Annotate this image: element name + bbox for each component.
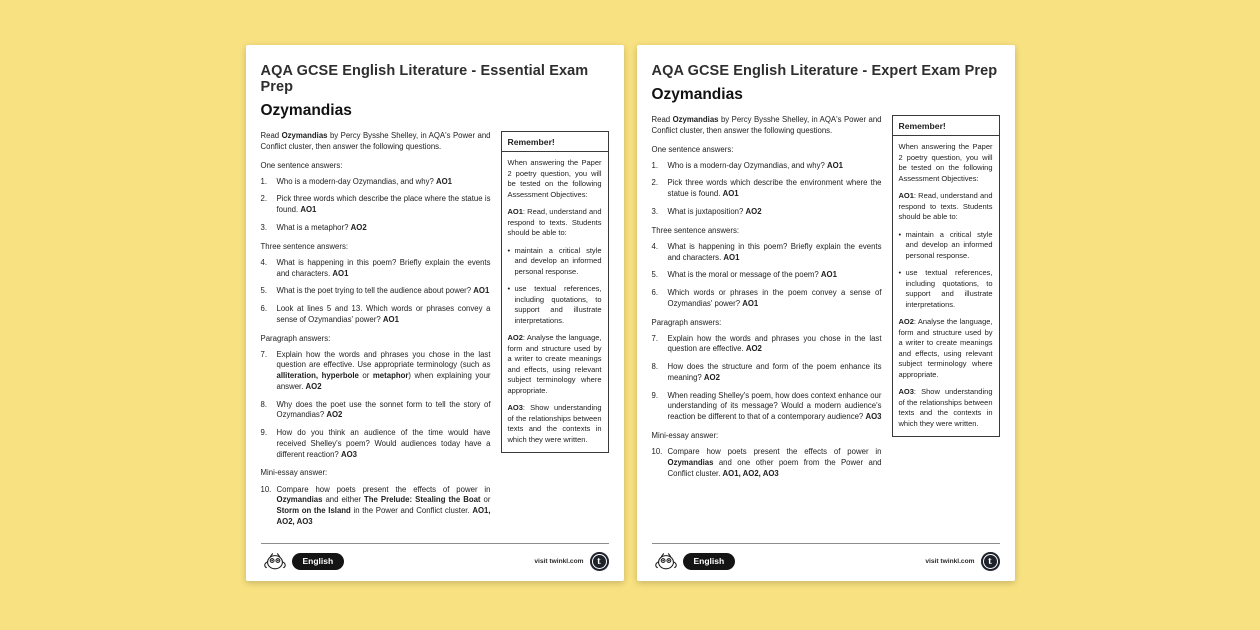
assessment-objective-tag: AO3 bbox=[865, 412, 882, 422]
question-item bbox=[261, 428, 491, 460]
question-number: 7. bbox=[260, 349, 268, 359]
assessment-objective-tag: AO1 bbox=[722, 189, 739, 199]
page-title: AQA GCSE English Literature - Expert Exam Prep bbox=[651, 63, 998, 79]
remember-box bbox=[892, 115, 1000, 437]
remember-bullet-text: use textual references, including quotations, to support and illustrate interpretations. bbox=[905, 268, 993, 309]
sheet-footer bbox=[261, 543, 609, 571]
assessment-objective-tag: AO2 bbox=[703, 372, 720, 382]
subject-badge: English bbox=[683, 553, 736, 570]
twinkl-brand bbox=[261, 551, 345, 571]
question-number: 10. bbox=[651, 447, 663, 456]
question-text: How do you think an audience of the time would have received Shelley's poem? Would audiences today have a different reaction? AO3 bbox=[276, 428, 491, 459]
assessment-objective-tag: AO2 bbox=[745, 344, 762, 354]
question-item bbox=[652, 391, 882, 423]
remember-paragraph: AO3: Show understanding of the relationships between texts and the contexts in which they were written. bbox=[507, 403, 602, 444]
section-heading: Three sentence answers: bbox=[260, 241, 349, 251]
question-item bbox=[261, 286, 491, 297]
question-list bbox=[261, 258, 491, 326]
question-number: 2. bbox=[260, 194, 268, 204]
remember-paragraph: AO3: Show understanding of the relationships between texts and the contexts in which they were written. bbox=[898, 387, 993, 428]
question-text: Explain how the words and phrases you chose in the last question are effective. Use appropriate terminology (such as alliteration, hyperbole or metaphor) when explaining your answer. AO2 bbox=[276, 349, 491, 391]
visit-twinkl-link[interactable]: visit twinkl.com bbox=[925, 557, 975, 565]
footer-divider bbox=[261, 543, 609, 544]
sheet-footer bbox=[652, 543, 1000, 571]
question-item bbox=[261, 304, 491, 326]
question-item bbox=[261, 350, 491, 393]
assessment-objective-tag: AO3 bbox=[340, 449, 357, 459]
questions-column bbox=[652, 115, 882, 486]
assessment-objective-tag: AO2 bbox=[745, 206, 762, 216]
assessment-objective-tag: AO1, AO2, AO3 bbox=[276, 506, 491, 526]
assessment-objective-tag: AO1 bbox=[820, 270, 837, 280]
question-item bbox=[652, 178, 882, 200]
bullet-icon: • bbox=[898, 268, 902, 277]
question-number: 5. bbox=[260, 286, 268, 296]
question-number: 6. bbox=[260, 304, 268, 313]
question-list bbox=[261, 485, 491, 528]
remember-body bbox=[502, 152, 608, 452]
question-text: Which words or phrases in the poem convey a sense of Ozymandias' power? AO1 bbox=[667, 288, 882, 308]
question-item bbox=[652, 362, 882, 384]
question-text: Who is a modern-day Ozymandias, and why? AO1 bbox=[276, 176, 453, 186]
remember-title: Remember! bbox=[898, 121, 946, 131]
poem-title: Ozymandias bbox=[260, 102, 352, 119]
assessment-objective-tag: AO1 bbox=[435, 176, 453, 186]
assessment-objective-tag: AO1 bbox=[826, 160, 844, 170]
assessment-objective-tag: AO1 bbox=[723, 252, 740, 262]
remember-paragraph: When answering the Paper 2 poetry question, you will be tested on the following Assessment Objectives: bbox=[898, 142, 993, 183]
remember-paragraph: AO2: Analyse the language, form and structure used by a writer to create meanings and effects, using relevant subject terminology where appropriate. bbox=[898, 317, 993, 379]
question-number: 7. bbox=[651, 333, 659, 343]
question-text: What is juxtaposition? AO2 bbox=[667, 206, 762, 216]
question-item bbox=[652, 447, 882, 479]
page-title: AQA GCSE English Literature - Essential Exam Prep bbox=[260, 63, 589, 95]
twinkl-seal-icon: t bbox=[590, 552, 609, 571]
assessment-objective-tag: AO1 bbox=[742, 298, 759, 308]
remember-box bbox=[501, 131, 609, 453]
remember-bullet bbox=[508, 284, 602, 326]
section-heading: Mini-essay answer: bbox=[260, 468, 328, 478]
remember-bullet-text: use textual references, including quotations, to support and illustrate interpretations. bbox=[514, 284, 602, 325]
section-heading: Paragraph answers: bbox=[260, 333, 331, 343]
question-sections bbox=[652, 145, 882, 480]
question-list bbox=[652, 242, 882, 310]
remember-paragraph: When answering the Paper 2 poetry question, you will be tested on the following Assessment Objectives: bbox=[507, 158, 602, 199]
question-item bbox=[261, 485, 491, 528]
assessment-objective-tag: AO1 bbox=[473, 286, 490, 296]
remember-paragraph: AO1: Read, understand and respond to texts. Students should be able to: bbox=[507, 207, 602, 237]
visit-twinkl-link[interactable]: visit twinkl.com bbox=[534, 557, 584, 565]
question-item bbox=[261, 223, 491, 234]
worksheet-essential-exam-prep bbox=[246, 45, 624, 581]
twinkl-owl-icon bbox=[652, 551, 680, 571]
question-number: 9. bbox=[260, 428, 268, 438]
assessment-objective-tag: AO1 bbox=[300, 205, 317, 215]
question-text: What is the moral or message of the poem? AO1 bbox=[667, 270, 837, 280]
question-item bbox=[652, 207, 882, 218]
question-item bbox=[652, 270, 882, 281]
remember-bullet bbox=[899, 268, 993, 310]
question-list bbox=[652, 334, 882, 423]
bullet-icon: • bbox=[898, 229, 902, 239]
question-text: Pick three words which describe the place where the statue is found. AO1 bbox=[276, 194, 491, 215]
question-number: 5. bbox=[651, 270, 659, 280]
twinkl-seal-icon: t bbox=[981, 552, 1000, 571]
question-text: Pick three words which describe the environment where the statue is found. AO1 bbox=[667, 178, 882, 199]
footer-divider bbox=[652, 543, 1000, 544]
question-text: What is a metaphor? AO2 bbox=[276, 222, 367, 232]
question-text: Explain how the words and phrases you chose in the last question are effective. AO2 bbox=[667, 333, 882, 354]
question-number: 6. bbox=[651, 288, 659, 297]
assessment-objective-tag: AO2 bbox=[326, 410, 343, 420]
intro-text: Read Ozymandias by Percy Bysshe Shelley, in AQA's Power and Conflict cluster, then answer the following questions. bbox=[260, 131, 491, 151]
remember-body bbox=[893, 136, 999, 436]
bullet-icon: • bbox=[507, 284, 511, 293]
remember-paragraph: AO1: Read, understand and respond to texts. Students should be able to: bbox=[898, 191, 993, 221]
question-number: 1. bbox=[260, 176, 268, 186]
question-list bbox=[652, 161, 882, 218]
question-text: When reading Shelley's poem, how does context enhance our understanding of its message? Would a modern audience's reaction be different to that of a contemporary audience? AO3 bbox=[667, 390, 882, 422]
bullet-icon: • bbox=[507, 245, 511, 255]
assessment-objective-tag: AO1, AO2, AO3 bbox=[722, 468, 779, 478]
twinkl-owl-icon bbox=[261, 551, 289, 571]
question-item bbox=[652, 242, 882, 264]
remember-bullet-text: maintain a critical style and develop an informed personal response. bbox=[514, 245, 602, 276]
subject-badge: English bbox=[292, 553, 345, 570]
question-number: 2. bbox=[651, 178, 659, 188]
question-item bbox=[652, 334, 882, 356]
question-item bbox=[652, 161, 882, 172]
assessment-objective-tag: AO1 bbox=[332, 268, 349, 278]
question-list bbox=[261, 177, 491, 234]
question-number: 3. bbox=[651, 206, 659, 216]
assessment-objective-tag: AO1 bbox=[382, 314, 399, 324]
question-text: What is the poet trying to tell the audience about power? AO1 bbox=[276, 286, 490, 296]
question-item bbox=[652, 288, 882, 310]
remember-paragraph: AO2: Analyse the language, form and structure used by a writer to create meanings and effects, using relevant subject terminology where appropriate. bbox=[507, 333, 602, 395]
poem-title: Ozymandias bbox=[651, 86, 743, 103]
question-list bbox=[652, 447, 882, 479]
worksheet-expert-exam-prep bbox=[637, 45, 1015, 581]
intro-text: Read Ozymandias by Percy Bysshe Shelley, in AQA's Power and Conflict cluster, then answer the following questions. bbox=[651, 115, 882, 135]
remember-bullet-text: maintain a critical style and develop an informed personal response. bbox=[905, 229, 993, 260]
remember-bullet bbox=[508, 246, 602, 278]
question-item bbox=[261, 258, 491, 280]
section-heading: One sentence answers: bbox=[260, 160, 343, 170]
question-number: 9. bbox=[651, 390, 659, 400]
question-text: How does the structure and form of the poem enhance its meaning? AO2 bbox=[667, 362, 882, 382]
section-heading: Mini-essay answer: bbox=[651, 430, 719, 440]
question-number: 3. bbox=[260, 222, 268, 232]
question-item bbox=[261, 177, 491, 188]
question-number: 4. bbox=[260, 257, 268, 267]
question-number: 8. bbox=[260, 399, 268, 409]
section-heading: Three sentence answers: bbox=[651, 225, 740, 235]
questions-column bbox=[261, 131, 491, 535]
question-text: Compare how poets present the effects of power in Ozymandias and either The Prelude: Stealing the Boat or Storm on the Island in the Power and Conflict cluster. AO1, AO2, AO3 bbox=[276, 484, 491, 526]
remember-bullet bbox=[899, 230, 993, 262]
question-list bbox=[261, 350, 491, 461]
question-number: 10. bbox=[260, 484, 272, 494]
question-text: What is happening in this poem? Briefly explain the events and characters. AO1 bbox=[276, 257, 491, 278]
question-item bbox=[261, 400, 491, 422]
question-number: 4. bbox=[651, 241, 659, 251]
remember-title: Remember! bbox=[507, 137, 555, 147]
question-text: Who is a modern-day Ozymandias, and why? AO1 bbox=[667, 160, 844, 170]
question-number: 8. bbox=[651, 362, 659, 372]
question-number: 1. bbox=[651, 160, 659, 170]
question-text: Why does the poet use the sonnet form to tell the story of Ozymandias? AO2 bbox=[276, 399, 491, 420]
assessment-objective-tag: AO2 bbox=[350, 222, 367, 232]
twinkl-brand bbox=[652, 551, 736, 571]
question-text: What is happening in this poem? Briefly explain the events and characters. AO1 bbox=[667, 241, 882, 262]
question-sections bbox=[261, 161, 491, 528]
section-heading: One sentence answers: bbox=[651, 144, 734, 154]
question-item bbox=[261, 194, 491, 216]
question-text: Look at lines 5 and 13. Which words or phrases convey a sense of Ozymandias' power? AO1 bbox=[276, 304, 491, 324]
question-text: Compare how poets present the effects of power in Ozymandias and one other poem from the Power and Conflict cluster. AO1, AO2, AO3 bbox=[667, 447, 882, 478]
assessment-objective-tag: AO2 bbox=[305, 381, 322, 391]
section-heading: Paragraph answers: bbox=[651, 317, 722, 327]
